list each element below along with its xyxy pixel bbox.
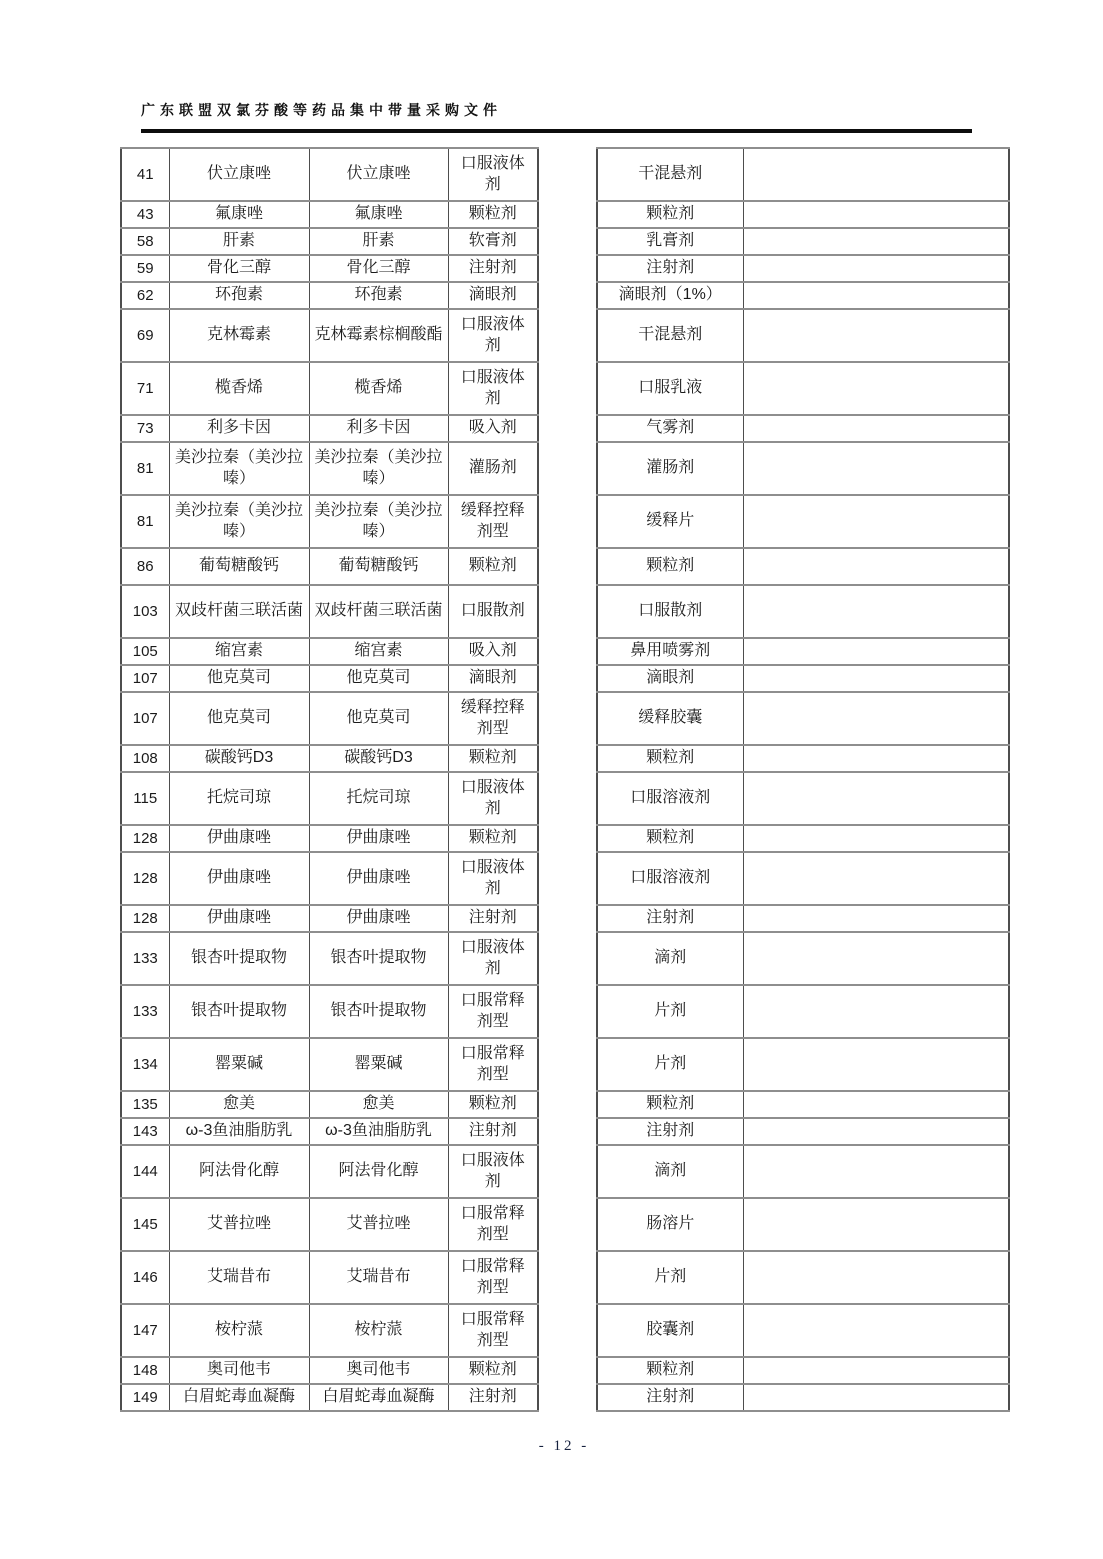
table-row (121, 852, 538, 905)
remark-cell (743, 1198, 1009, 1251)
left-table-body (121, 148, 538, 1411)
drug-fullname-cell: 伏立康唑 (309, 148, 448, 201)
listed-dosage-form-cell: 缓释胶囊 (597, 692, 743, 745)
remark-cell (743, 282, 1009, 309)
listed-dosage-form-cell: 鼻用喷雾剂 (597, 638, 743, 665)
drug-name-cell: 榄香烯 (169, 362, 309, 415)
remark-cell (743, 255, 1009, 282)
table-row (597, 442, 1009, 495)
dosage-form-cell: 颗粒剂 (448, 825, 538, 852)
drug-name-cell: 银杏叶提取物 (169, 932, 309, 985)
row-number-cell: 58 (121, 228, 169, 255)
drug-name-cell: 氟康唑 (169, 201, 309, 228)
drug-name-cell: 他克莫司 (169, 692, 309, 745)
drug-name-cell: 罂粟碱 (169, 1038, 309, 1091)
dosage-form-cell: 滴眼剂 (448, 665, 538, 692)
drug-list-table-right (596, 147, 1010, 1412)
drug-fullname-cell: 愈美 (309, 1091, 448, 1118)
table-row (597, 585, 1009, 638)
listed-dosage-form-cell: 气雾剂 (597, 415, 743, 442)
listed-dosage-form-cell: 注射剂 (597, 1384, 743, 1411)
table-row (121, 825, 538, 852)
row-number-cell: 145 (121, 1198, 169, 1251)
table-row (121, 442, 538, 495)
drug-name-cell: 环孢素 (169, 282, 309, 309)
drug-name-cell: 克林霉素 (169, 309, 309, 362)
listed-dosage-form-cell: 颗粒剂 (597, 548, 743, 585)
drug-fullname-cell: 美沙拉秦（美沙拉嗪） (309, 442, 448, 495)
drug-fullname-cell: 氟康唑 (309, 201, 448, 228)
listed-dosage-form-cell: 注射剂 (597, 905, 743, 932)
remark-cell (743, 548, 1009, 585)
table-row (597, 1118, 1009, 1145)
remark-cell (743, 1251, 1009, 1304)
drug-fullname-cell: 美沙拉秦（美沙拉嗪） (309, 495, 448, 548)
dosage-form-cell: 口服液体剂 (448, 362, 538, 415)
drug-fullname-cell: 榄香烯 (309, 362, 448, 415)
drug-name-cell: 奥司他韦 (169, 1357, 309, 1384)
listed-dosage-form-cell: 缓释片 (597, 495, 743, 548)
remark-cell (743, 495, 1009, 548)
table-row (597, 665, 1009, 692)
row-number-cell: 133 (121, 985, 169, 1038)
table-row (121, 585, 538, 638)
drug-name-cell: 缩宫素 (169, 638, 309, 665)
drug-name-cell: 托烷司琼 (169, 772, 309, 825)
table-row (121, 1357, 538, 1384)
table-row (597, 309, 1009, 362)
row-number-cell: 128 (121, 825, 169, 852)
listed-dosage-form-cell: 乳膏剂 (597, 228, 743, 255)
dosage-form-cell: 缓释控释剂型 (448, 692, 538, 745)
table-row (121, 638, 538, 665)
drug-name-cell: 艾普拉唑 (169, 1198, 309, 1251)
document-header-title: 广东联盟双氯芬酸等药品集中带量采购文件 (141, 104, 502, 119)
drug-name-cell: 美沙拉秦（美沙拉嗪） (169, 442, 309, 495)
drug-name-cell: 愈美 (169, 1091, 309, 1118)
right-table-body (597, 148, 1009, 1411)
row-number-cell: 128 (121, 852, 169, 905)
listed-dosage-form-cell: 胶囊剂 (597, 1304, 743, 1357)
table-row (597, 1304, 1009, 1357)
dosage-form-cell: 口服常释剂型 (448, 1304, 538, 1357)
drug-name-cell: 艾瑞昔布 (169, 1251, 309, 1304)
row-number-cell: 146 (121, 1251, 169, 1304)
table-row (121, 745, 538, 772)
table-row (121, 692, 538, 745)
table-row (121, 415, 538, 442)
row-number-cell: 107 (121, 692, 169, 745)
table-row (597, 772, 1009, 825)
remark-cell (743, 745, 1009, 772)
table-row (597, 692, 1009, 745)
table-row (597, 905, 1009, 932)
drug-fullname-cell: 葡萄糖酸钙 (309, 548, 448, 585)
table-row (597, 201, 1009, 228)
remark-cell (743, 692, 1009, 745)
table-row (121, 905, 538, 932)
table-row (597, 1198, 1009, 1251)
dosage-form-cell: 颗粒剂 (448, 1357, 538, 1384)
table-row (597, 825, 1009, 852)
remark-cell (743, 362, 1009, 415)
listed-dosage-form-cell: 干混悬剂 (597, 148, 743, 201)
listed-dosage-form-cell: 片剂 (597, 1038, 743, 1091)
table-row (121, 495, 538, 548)
table-row (121, 201, 538, 228)
listed-dosage-form-cell: 颗粒剂 (597, 1357, 743, 1384)
row-number-cell: 73 (121, 415, 169, 442)
drug-fullname-cell: 碳酸钙D3 (309, 745, 448, 772)
listed-dosage-form-cell: 注射剂 (597, 1118, 743, 1145)
table-row (597, 148, 1009, 201)
table-row (597, 638, 1009, 665)
drug-fullname-cell: 托烷司琼 (309, 772, 448, 825)
table-row (597, 228, 1009, 255)
listed-dosage-form-cell: 口服乳液 (597, 362, 743, 415)
drug-fullname-cell: 伊曲康唑 (309, 905, 448, 932)
drug-fullname-cell: 肝素 (309, 228, 448, 255)
table-row (597, 415, 1009, 442)
remark-cell (743, 148, 1009, 201)
table-row (597, 1384, 1009, 1411)
remark-cell (743, 415, 1009, 442)
row-number-cell: 59 (121, 255, 169, 282)
row-number-cell: 148 (121, 1357, 169, 1384)
listed-dosage-form-cell: 口服散剂 (597, 585, 743, 638)
remark-cell (743, 932, 1009, 985)
remark-cell (743, 1118, 1009, 1145)
drug-name-cell: 伏立康唑 (169, 148, 309, 201)
row-number-cell: 105 (121, 638, 169, 665)
listed-dosage-form-cell: 滴眼剂（1%） (597, 282, 743, 309)
table-row (121, 932, 538, 985)
listed-dosage-form-cell: 颗粒剂 (597, 201, 743, 228)
listed-dosage-form-cell: 滴剂 (597, 1145, 743, 1198)
table-row (597, 362, 1009, 415)
dosage-form-cell: 注射剂 (448, 1384, 538, 1411)
dosage-form-cell: 口服常释剂型 (448, 1251, 538, 1304)
remark-cell (743, 905, 1009, 932)
listed-dosage-form-cell: 滴剂 (597, 932, 743, 985)
dosage-form-cell: 口服液体剂 (448, 1145, 538, 1198)
drug-name-cell: 桉柠蒎 (169, 1304, 309, 1357)
drug-fullname-cell: 缩宫素 (309, 638, 448, 665)
table-row (121, 665, 538, 692)
table-row (121, 1198, 538, 1251)
drug-fullname-cell: 罂粟碱 (309, 1038, 448, 1091)
table-row (121, 548, 538, 585)
header-divider-rule (141, 129, 972, 133)
dosage-form-cell: 注射剂 (448, 905, 538, 932)
drug-fullname-cell: 伊曲康唑 (309, 852, 448, 905)
table-row (597, 255, 1009, 282)
dosage-form-cell: 口服常释剂型 (448, 985, 538, 1038)
table-row (121, 362, 538, 415)
row-number-cell: 43 (121, 201, 169, 228)
table-row (121, 1304, 538, 1357)
remark-cell (743, 852, 1009, 905)
row-number-cell: 134 (121, 1038, 169, 1091)
table-row (597, 852, 1009, 905)
dosage-form-cell: 缓释控释剂型 (448, 495, 538, 548)
row-number-cell: 149 (121, 1384, 169, 1411)
drug-name-cell: 利多卡因 (169, 415, 309, 442)
dosage-form-cell: 口服液体剂 (448, 148, 538, 201)
drug-fullname-cell: 桉柠蒎 (309, 1304, 448, 1357)
drug-fullname-cell: 艾普拉唑 (309, 1198, 448, 1251)
drug-fullname-cell: 环孢素 (309, 282, 448, 309)
table-row (121, 148, 538, 201)
table-row (597, 1251, 1009, 1304)
remark-cell (743, 1304, 1009, 1357)
dosage-form-cell: 口服液体剂 (448, 852, 538, 905)
dosage-form-cell: 口服常释剂型 (448, 1038, 538, 1091)
remark-cell (743, 585, 1009, 638)
remark-cell (743, 665, 1009, 692)
table-row (121, 228, 538, 255)
drug-fullname-cell: ω-3鱼油脂肪乳 (309, 1118, 448, 1145)
table-row (597, 1091, 1009, 1118)
remark-cell (743, 1357, 1009, 1384)
listed-dosage-form-cell: 口服溶液剂 (597, 852, 743, 905)
drug-name-cell: 白眉蛇毒血凝酶 (169, 1384, 309, 1411)
table-row (121, 282, 538, 309)
listed-dosage-form-cell: 口服溶液剂 (597, 772, 743, 825)
row-number-cell: 144 (121, 1145, 169, 1198)
remark-cell (743, 1038, 1009, 1091)
table-row (597, 932, 1009, 985)
row-number-cell: 143 (121, 1118, 169, 1145)
listed-dosage-form-cell: 片剂 (597, 985, 743, 1038)
row-number-cell: 103 (121, 585, 169, 638)
row-number-cell: 115 (121, 772, 169, 825)
dosage-form-cell: 口服液体剂 (448, 932, 538, 985)
dosage-form-cell: 注射剂 (448, 255, 538, 282)
dosage-form-cell: 口服散剂 (448, 585, 538, 638)
drug-name-cell: 双歧杆菌三联活菌 (169, 585, 309, 638)
row-number-cell: 107 (121, 665, 169, 692)
drug-name-cell: 伊曲康唑 (169, 852, 309, 905)
remark-cell (743, 1384, 1009, 1411)
drug-name-cell: 葡萄糖酸钙 (169, 548, 309, 585)
table-row (597, 495, 1009, 548)
drug-fullname-cell: 克林霉素棕榈酸酯 (309, 309, 448, 362)
table-row (121, 985, 538, 1038)
row-number-cell: 108 (121, 745, 169, 772)
drug-fullname-cell: 伊曲康唑 (309, 825, 448, 852)
table-row (121, 255, 538, 282)
drug-name-cell: 阿法骨化醇 (169, 1145, 309, 1198)
table-row (597, 1357, 1009, 1384)
table-row (121, 1384, 538, 1411)
listed-dosage-form-cell: 颗粒剂 (597, 745, 743, 772)
drug-fullname-cell: 白眉蛇毒血凝酶 (309, 1384, 448, 1411)
table-row (121, 309, 538, 362)
drug-fullname-cell: 利多卡因 (309, 415, 448, 442)
dosage-form-cell: 吸入剂 (448, 415, 538, 442)
row-number-cell: 147 (121, 1304, 169, 1357)
drug-fullname-cell: 银杏叶提取物 (309, 985, 448, 1038)
dosage-form-cell: 软膏剂 (448, 228, 538, 255)
drug-name-cell: 银杏叶提取物 (169, 985, 309, 1038)
drug-fullname-cell: 银杏叶提取物 (309, 932, 448, 985)
drug-fullname-cell: 艾瑞昔布 (309, 1251, 448, 1304)
remark-cell (743, 442, 1009, 495)
drug-fullname-cell: 他克莫司 (309, 692, 448, 745)
table-row (597, 985, 1009, 1038)
remark-cell (743, 309, 1009, 362)
drug-list-table-left (120, 147, 539, 1412)
dosage-form-cell: 注射剂 (448, 1118, 538, 1145)
listed-dosage-form-cell: 干混悬剂 (597, 309, 743, 362)
row-number-cell: 133 (121, 932, 169, 985)
dosage-form-cell: 颗粒剂 (448, 1091, 538, 1118)
row-number-cell: 86 (121, 548, 169, 585)
dosage-form-cell: 颗粒剂 (448, 201, 538, 228)
drug-fullname-cell: 骨化三醇 (309, 255, 448, 282)
drug-fullname-cell: 他克莫司 (309, 665, 448, 692)
page-number: - 12 - (538, 1438, 590, 1454)
row-number-cell: 69 (121, 309, 169, 362)
dosage-form-cell: 颗粒剂 (448, 745, 538, 772)
dosage-form-cell: 口服液体剂 (448, 772, 538, 825)
table-row (121, 772, 538, 825)
remark-cell (743, 201, 1009, 228)
drug-name-cell: 伊曲康唑 (169, 825, 309, 852)
table-row (121, 1091, 538, 1118)
row-number-cell: 128 (121, 905, 169, 932)
listed-dosage-form-cell: 灌肠剂 (597, 442, 743, 495)
drug-name-cell: 骨化三醇 (169, 255, 309, 282)
drug-name-cell: 他克莫司 (169, 665, 309, 692)
row-number-cell: 71 (121, 362, 169, 415)
table-row (121, 1038, 538, 1091)
row-number-cell: 81 (121, 442, 169, 495)
table-row (597, 282, 1009, 309)
listed-dosage-form-cell: 注射剂 (597, 255, 743, 282)
listed-dosage-form-cell: 片剂 (597, 1251, 743, 1304)
table-row (597, 1145, 1009, 1198)
drug-name-cell: 美沙拉秦（美沙拉嗪） (169, 495, 309, 548)
listed-dosage-form-cell: 颗粒剂 (597, 825, 743, 852)
dosage-form-cell: 口服常释剂型 (448, 1198, 538, 1251)
row-number-cell: 81 (121, 495, 169, 548)
dosage-form-cell: 口服液体剂 (448, 309, 538, 362)
drug-name-cell: 碳酸钙D3 (169, 745, 309, 772)
table-row (597, 548, 1009, 585)
remark-cell (743, 772, 1009, 825)
drug-name-cell: 肝素 (169, 228, 309, 255)
table-row (121, 1118, 538, 1145)
remark-cell (743, 985, 1009, 1038)
remark-cell (743, 1091, 1009, 1118)
remark-cell (743, 228, 1009, 255)
table-row (597, 1038, 1009, 1091)
table-row (597, 745, 1009, 772)
listed-dosage-form-cell: 颗粒剂 (597, 1091, 743, 1118)
row-number-cell: 62 (121, 282, 169, 309)
dosage-form-cell: 颗粒剂 (448, 548, 538, 585)
dosage-form-cell: 吸入剂 (448, 638, 538, 665)
drug-fullname-cell: 奥司他韦 (309, 1357, 448, 1384)
remark-cell (743, 638, 1009, 665)
table-row (121, 1145, 538, 1198)
drug-fullname-cell: 阿法骨化醇 (309, 1145, 448, 1198)
row-number-cell: 41 (121, 148, 169, 201)
drug-fullname-cell: 双歧杆菌三联活菌 (309, 585, 448, 638)
drug-name-cell: 伊曲康唑 (169, 905, 309, 932)
drug-name-cell: ω-3鱼油脂肪乳 (169, 1118, 309, 1145)
listed-dosage-form-cell: 肠溶片 (597, 1198, 743, 1251)
table-row (121, 1251, 538, 1304)
dosage-form-cell: 灌肠剂 (448, 442, 538, 495)
remark-cell (743, 825, 1009, 852)
listed-dosage-form-cell: 滴眼剂 (597, 665, 743, 692)
remark-cell (743, 1145, 1009, 1198)
row-number-cell: 135 (121, 1091, 169, 1118)
dosage-form-cell: 滴眼剂 (448, 282, 538, 309)
